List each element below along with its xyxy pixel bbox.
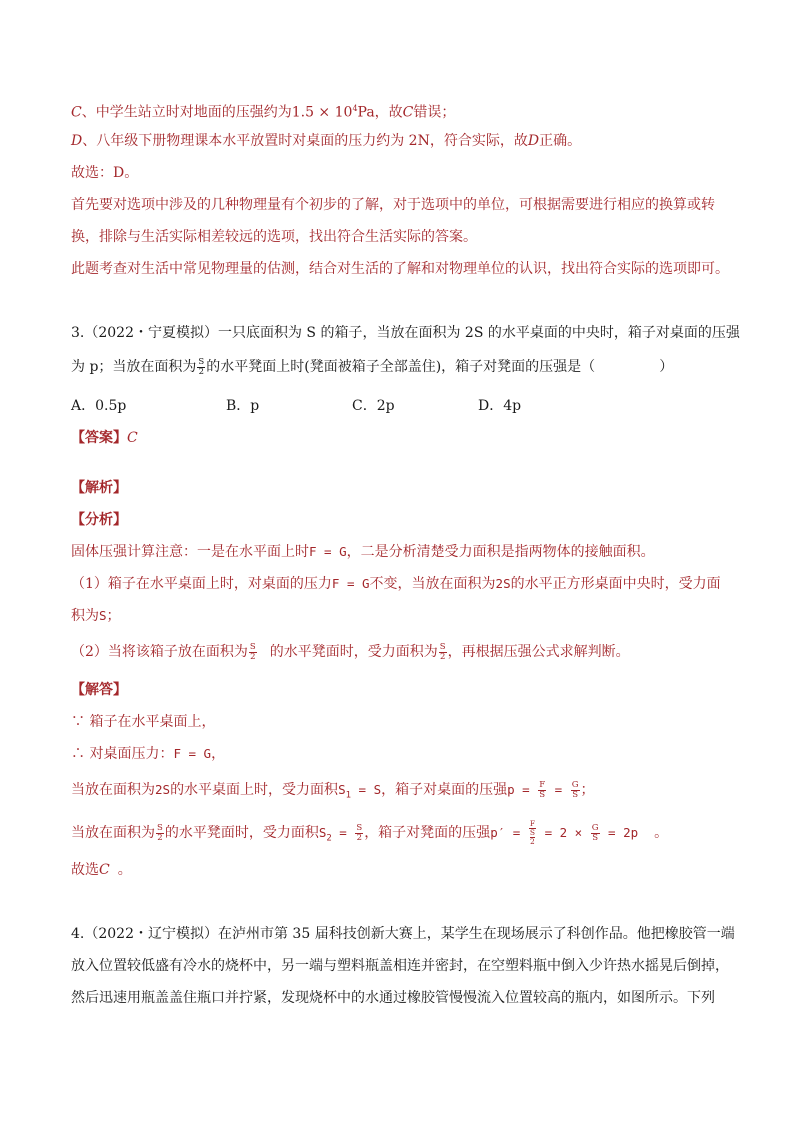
option-b: B．p bbox=[226, 398, 260, 414]
q4-stem-line-2: 放入位置较低盛有冷水的烧杯中，另一端与塑料瓶盖相连并密封，在空塑料瓶中倒入少许热水摇晃后倒掉， bbox=[71, 958, 729, 974]
option-d-explanation: D、八年级下册物理课本水平放置时对桌面的压力约为 2N，符合实际，故D正确。 bbox=[71, 133, 582, 149]
fenxi-line-1: 固体压强计算注意：一是在水平面上时F = G，二是分析清楚受力面积是指两物体的接触面积。 bbox=[71, 544, 655, 560]
review-line: 此题考查对生活中常见物理量的估测，结合对生活的了解和对物理单位的认识，找出符合实际的选项即可。 bbox=[71, 261, 729, 277]
q3-stem-line-2: 为 p；当放在面积为 $\frac{S}{2}$ 的水平凳面上时(凳面被箱子全部盖住)，箱子对凳面的压强是（ ） bbox=[71, 356, 674, 377]
jieda-line-3: 当放在面积为2S的水平桌面上时，受力面积$S_1 = S$，箱子对桌面的压强p = $\frac{F}{S}$ = $\frac{G}{S}$ ； bbox=[71, 779, 595, 801]
answer-line: 【答案】C bbox=[71, 430, 138, 446]
jieda-choice: 故选C 。 bbox=[71, 862, 132, 878]
option-d: D．4p bbox=[478, 398, 522, 414]
option-c-explanation: C、中学生站立时对地面的压强约为$1.5 \times 10^4Pa$，故C错误； bbox=[71, 104, 456, 121]
option-a: A．0.5p bbox=[71, 398, 127, 414]
jieda-line-4: 当放在面积为 $\frac{S}{2}$ 的水平凳面时，受力面积$S_2$ = $\frac{S}{2}$ ，箱子对凳面的压强p′ = F S 2 = 2 × $\frac{G}{S}$ = 2p 。 bbox=[71, 819, 669, 846]
fenxi-line-3: 积为S； bbox=[71, 608, 121, 624]
jieda-line-1: ∵ 箱子在水平桌面上， bbox=[71, 714, 216, 730]
analysis-line-2: 换，排除与生活实际相差较远的选项，找出符合生活实际的答案。 bbox=[71, 229, 477, 245]
fenxi-line-4: （2）当将该箱子放在面积为 $\frac{S}{2}$ 的水平凳面时，受力面积为 $\frac{S}{2}$ ，再根据压强公式求解判断。 bbox=[71, 641, 630, 662]
option-c: C．2p bbox=[352, 398, 395, 414]
q4-stem-line-3: 然后迅速用瓶盖盖住瓶口并拧紧，发现烧杯中的水通过橡胶管慢慢流入位置较高的瓶内，如图所示。下列 bbox=[71, 990, 715, 1006]
jieda-heading: 【解答】 bbox=[71, 682, 127, 698]
jieda-line-2: ∴ 对桌面压力：F = G， bbox=[71, 746, 226, 762]
previous-choice: 故选：D。 bbox=[71, 165, 139, 181]
q3-stem-line-1: 3.（2022・宁夏模拟）一只底面积为 S 的箱子，当放在面积为 2S 的水平桌面的中央时，箱子对桌面的压强 bbox=[71, 325, 740, 341]
fenxi-heading: 【分析】 bbox=[71, 512, 127, 528]
q4-stem-line-1: 4.（2022・辽宁模拟）在泸州市第 35 届科技创新大赛上，某学生在现场展示了科创作品。他把橡胶管一端 bbox=[71, 926, 735, 942]
fenxi-line-2: （1）箱子在水平桌面上时，对桌面的压力F = G不变，当放在面积为2S的水平正方形桌面中央时，受力面 bbox=[71, 576, 721, 592]
fraction-s-over-2: $\frac{S}{2}$ bbox=[198, 356, 205, 377]
analysis-line-1: 首先要对选项中涉及的几种物理量有个初步的了解，对于选项中的单位，可根据需要进行相应的换算或转 bbox=[71, 197, 715, 213]
jiexi-heading: 【解析】 bbox=[71, 480, 127, 496]
